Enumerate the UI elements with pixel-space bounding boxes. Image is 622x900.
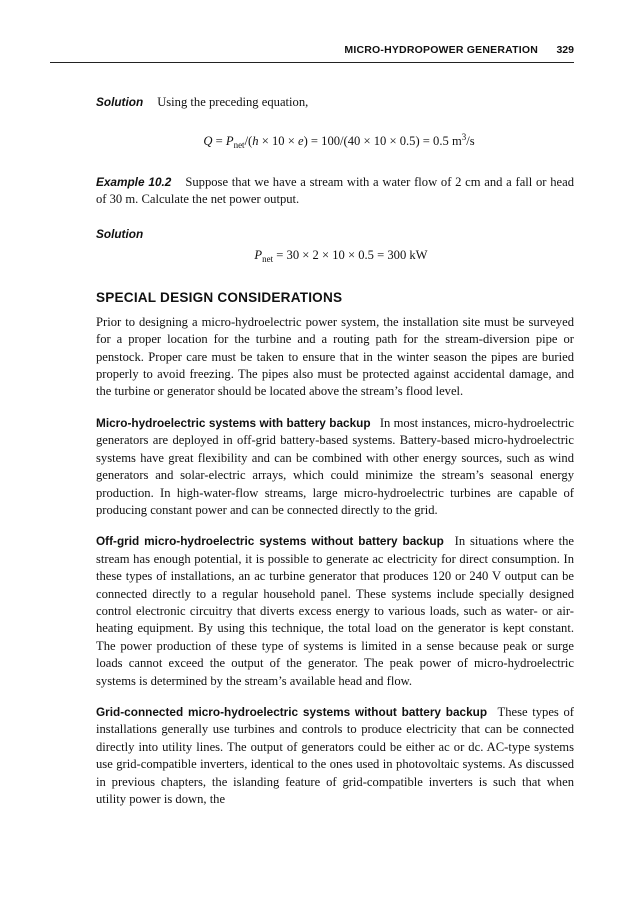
example-label: Example 10.2	[96, 174, 172, 189]
header-title: MICRO-HYDROPOWER GENERATION	[344, 44, 538, 56]
flow-equation: $Q = P_{net}/(h \times 10 \times e) = 100/(40 \times 10 \times 0.5) = 0.5$ $m^3/s$	[203, 132, 475, 151]
solution-2	[96, 226, 574, 243]
section-heading: SPECIAL DESIGN CONSIDERATIONS	[96, 290, 343, 306]
eq-q: Q	[203, 134, 213, 149]
paragraph-lead: Grid-connected micro-hydroelectric systems without battery backup	[96, 704, 488, 719]
eq-sub-net: net	[233, 140, 245, 151]
power-equation	[96, 247, 574, 265]
paragraph-lead: Micro-hydroelectric systems with battery backup	[96, 415, 371, 430]
example-10-2	[96, 174, 574, 209]
eq-e: e	[297, 134, 304, 149]
eq-p: P	[225, 134, 234, 149]
paragraph-text: These types of installations generally use turbines and controls to produce electricity that can be connected directly into utility lines. The output of generators could be either ac or dc. AC-type systems use grid-compatible inverters, identical to the ones used in photovoltaic systems. As discussed in previous chapters, the islanding feature of grid-compatible inverters is such that when utility power is down, the	[96, 704, 574, 806]
solution-1-text: Using the preceding equation,	[157, 95, 309, 109]
eq-part: × 10 ×	[258, 134, 298, 149]
solution-label: Solution	[96, 226, 144, 241]
paragraph-offgrid	[96, 533, 574, 690]
running-header	[50, 40, 574, 63]
eq-part: = 30 × 2 × 10 × 0.5 = 300 kW	[273, 248, 428, 263]
example-text: Suppose that we have a stream with a water flow of 2 cm and a fall or head of 30 m. Calculate the net power output.	[96, 174, 575, 207]
eq-part: ) = 100/(40 × 10 × 0.5) = 0.5 m	[303, 134, 462, 149]
paragraph-text: In situations where the stream has enough potential, it is possible to generate ac electricity for direct consumption. In these types of installations, an ac turbine generator that produces 120 or 240 V output can be connected directly to a regular household panel. These systems include specially designed control electronic circuitry that diverts excess energy to various loads, such as water- or air-heating equipment. By using this technique, the total load on the generator is kept constant. The power production of these type of systems is limited in a sense because peak or surge loads cannot exceed the output of the generator. The peak power of micro-hydroelectric systems is determined by the stream’s available head and flow.	[96, 534, 574, 688]
paragraph-grid-connected	[96, 704, 574, 808]
eq-part: /s	[466, 134, 475, 149]
eq-h: h	[252, 134, 259, 149]
eq-p: P	[254, 248, 263, 263]
paragraph-battery-backup	[96, 415, 574, 519]
eq-part: /(	[244, 134, 253, 149]
paragraph-text: In most instances, micro-hydroelectric generators are deployed in off-grid battery-based systems. Battery-based micro-hydroelectric systems have great flexibility and can be combined with other energy sources, such as wind generators and solar-electric arrays, which could minimize the stream’s seasonal energy production. In high-water-flow streams, large micro-hydroelectric turbines are capable of producing constant power and can be connected directly to the grid.	[96, 415, 574, 517]
paragraph-lead: Off-grid micro-hydroelectric systems without battery backup	[96, 534, 444, 549]
page-body	[96, 94, 574, 808]
solution-label: Solution	[96, 95, 144, 109]
solution-1	[96, 94, 574, 111]
page-number: 329	[556, 44, 574, 56]
section-intro: Prior to designing a micro-hydroelectric power system, the installation site must be surveyed for a proper location for the turbine and a routing path for the stream-diversion pipe or penstock. Proper care must be taken to ensure that in the winter season the pipes are buried properly to avoid freezing. The pipes also must be protected against accidental damage, and the turbine or generator should be located above the stream’s flood level.	[96, 314, 574, 399]
eq-sup: 3	[461, 132, 467, 143]
eq-sub-net: net	[262, 254, 274, 265]
